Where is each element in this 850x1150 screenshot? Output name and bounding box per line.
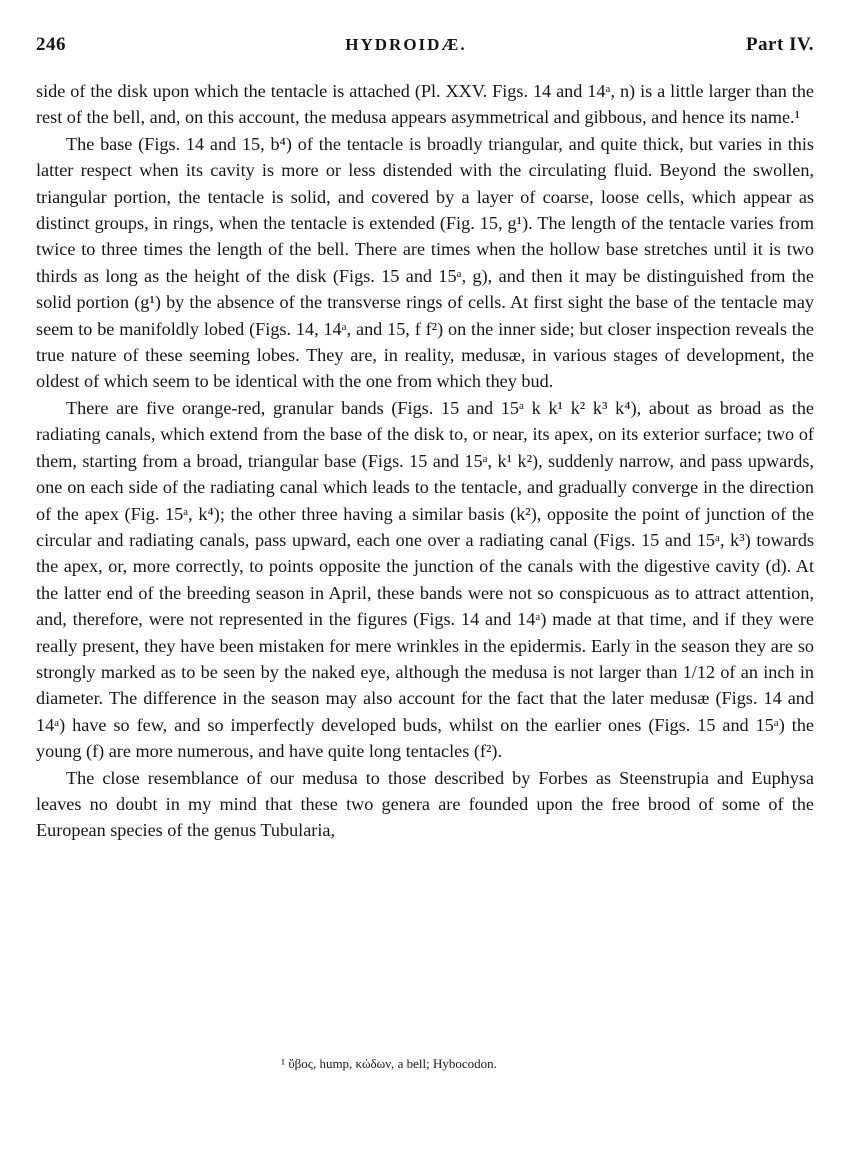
paragraph-2: The base (Figs. 14 and 15, b⁴) of the tentacle is broadly triangular, and quite thick, but varies in this latter respect when its cavity is more or less distended with the circulating fluid. Beyond the swollen, triangular portion, the tentacle is solid, and covered by a layer of coarse, loose cells, which appear as distinct groups, in rings, when the tentacle is extended (Fig. 15, g¹). The length of the tentacle varies from twice to three times the length of the bell. There are times when the hollow base stretches until it is two thirds as long as the height of the disk (Figs. 15 and 15ᵃ, g), and then it may be distinguished from the solid portion (g¹) by the absence of the transverse rings of cells. At first sight the base of the tentacle may seem to be manifoldly lobed (Figs. 14, 14ᵃ, and 15, f f²) on the inner side; but closer inspection reveals the true nature of these seeming lobes. They are, in reality, medusæ, in various stages of development, the oldest of which seem to be identical with the one from which they bud. — [36, 133, 814, 392]
page-number: 246 — [36, 34, 66, 55]
paragraph-3: There are five orange-red, granular bands (Figs. 15 and 15ᵃ k k¹ k² k³ k⁴), about as broad as the radiating canals, which extend from the base of the disk to, or near, its apex, on its exterior surface; two of them, starting from a broad, triangular base (Figs. 15 and 15ᵃ, k¹ k²), suddenly narrow, and pass upwards, one on each side of the radiating canal which leads to the tentacle, and gradually converge in the direction of the apex (Fig. 15ᵃ, k⁴); the other three having a similar basis (k²), opposite the point of junction of the circular and radiating canals, pass upward, each one over a radiating canal (Figs. 15 and 15ᵃ, k³) towards the apex, or, more correctly, to points opposite the junction of the canals with the digestive cavity (d). At the latter end of the breeding season in April, these bands were not so conspicuous as to attract attention, and, therefore, were not represented in the figures (Figs. 14 and 14ᵃ) made at that time, and if they were really present, they have been mistaken for mere wrinkles in the epidermis. Early in the season they are so strongly marked as to be seen by the naked eye, although the medusa is not larger than 1/12 of an inch in diameter. The difference in the season may also account for the fact that the later medusæ (Figs. 14 and 14ᵃ) have so few, and so imperfectly developed buds, whilst on the earlier ones (Figs. 15 and 15ᵃ) the young (f) are more numerous, and have quite long tentacles (f²). — [36, 397, 814, 762]
footnote: ¹ ὕβος, hump, κώδων, a bell; Hybocodon. — [281, 1056, 497, 1071]
page — [36, 34, 814, 844]
running-head — [36, 34, 814, 64]
page-title: HYDROIDÆ. — [345, 35, 467, 54]
body-text — [36, 78, 814, 844]
paragraph-1: side of the disk upon which the tentacle is attached (Pl. XXV. Figs. 14 and 14ᵃ, n) is a little larger than the rest of the bell, and, on this account, the medusa appears asymmetrical and gibbous, and hence its name.¹ — [36, 81, 814, 128]
paragraph-4: The close resemblance of our medusa to those described by Forbes as Steenstrupia and Euphysa leaves no doubt in my mind that these two genera are founded upon the free brood of some of the European species of the genus Tubularia, — [36, 767, 814, 841]
part-label: Part IV. — [745, 34, 814, 55]
